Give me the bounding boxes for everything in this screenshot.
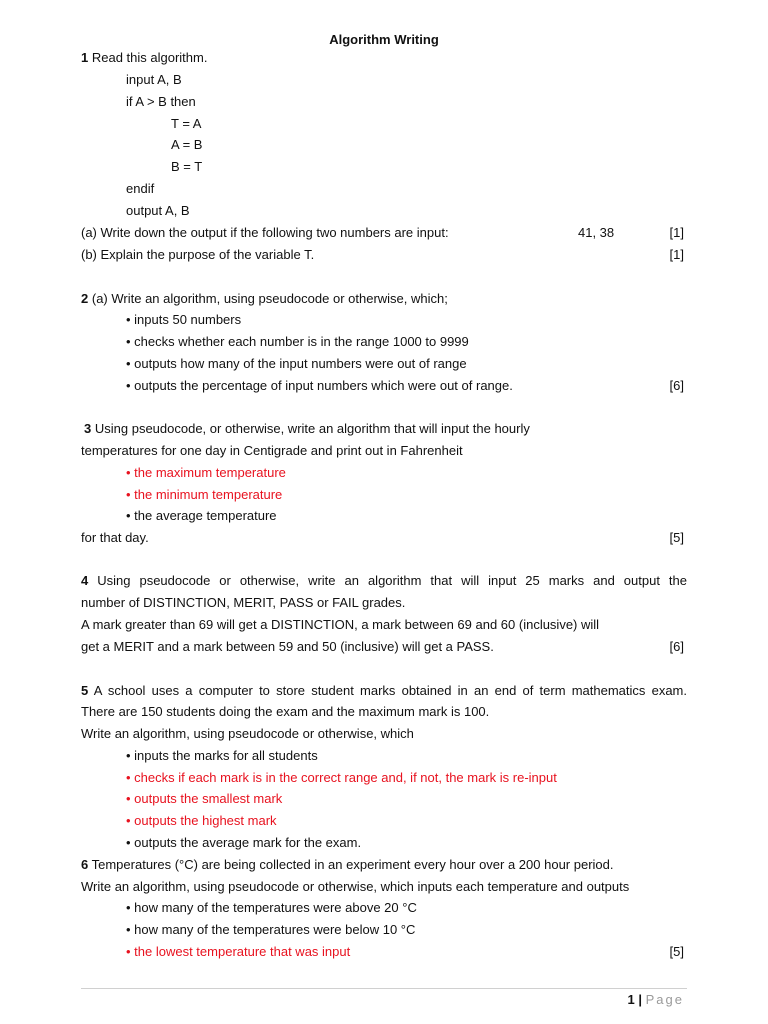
q4-text1: Using pseudocode or otherwise, write an algorithm that will input 25 marks and output the bbox=[97, 573, 687, 588]
q1-code-line: if A > B then bbox=[126, 94, 196, 109]
q5-text1: A school uses a computer to store student marks obtained in an end of term mathematics exam. bbox=[93, 683, 687, 698]
q3-line2: temperatures for one day in Centigrade and print out in Fahrenheit bbox=[81, 443, 463, 458]
page-title: Algorithm Writing bbox=[329, 32, 439, 47]
q1-part-b: (b) Explain the purpose of the variable T. bbox=[81, 247, 315, 262]
q4-line3: A mark greater than 69 will get a DISTINCTION, a mark between 69 and 60 (inclusive) will bbox=[81, 617, 600, 632]
q2-bullet: • checks whether each number is in the range 1000 to 9999 bbox=[126, 334, 469, 349]
q1-code-line: T = A bbox=[171, 116, 202, 131]
q3-number: 3 bbox=[84, 421, 92, 436]
q2-number: 2 bbox=[81, 291, 89, 306]
q1-intro: Read this algorithm. bbox=[91, 50, 208, 65]
footer-separator: | bbox=[638, 992, 642, 1007]
q3-bullet-highlighted: • the minimum temperature bbox=[126, 487, 283, 502]
page-number: 1 bbox=[627, 992, 635, 1007]
q2-bullet: • outputs how many of the input numbers were out of range bbox=[126, 356, 467, 371]
q6-number: 6 bbox=[81, 857, 89, 872]
q2-bullet: • outputs the percentage of input numbers which were out of range. bbox=[126, 378, 513, 393]
q3-closing: for that day. bbox=[81, 530, 149, 545]
q3-text1: Using pseudocode, or otherwise, write an algorithm that will input the hourly bbox=[94, 421, 530, 436]
q1-part-b-marks: [1] bbox=[669, 247, 684, 262]
q5-bullet: • outputs the average mark for the exam. bbox=[126, 835, 362, 850]
q3-line1 bbox=[84, 421, 530, 437]
q1-part-a-values: 41, 38 bbox=[578, 225, 615, 240]
q5-number: 5 bbox=[81, 683, 89, 698]
q6-bullet-highlighted: • the lowest temperature that was input bbox=[126, 944, 351, 959]
q1-number: 1 bbox=[81, 50, 89, 65]
q5-line2: There are 150 students doing the exam and the maximum mark is 100. bbox=[81, 704, 490, 719]
q1-code-line: B = T bbox=[171, 159, 203, 174]
q1-part-a: (a) Write down the output if the following two numbers are input: bbox=[81, 225, 449, 240]
q5-line1 bbox=[81, 683, 687, 699]
q3-marks: [5] bbox=[669, 530, 684, 545]
q5-bullet-highlighted: • outputs the smallest mark bbox=[126, 791, 283, 806]
q5-bullet-highlighted: • checks if each mark is in the correct range and, if not, the mark is re-input bbox=[126, 770, 557, 785]
q1-code-line: A = B bbox=[171, 137, 203, 152]
q3-bullet-highlighted: • the maximum temperature bbox=[126, 465, 286, 480]
q6-bullet: • how many of the temperatures were below 10 °C bbox=[126, 922, 416, 937]
page-footer bbox=[628, 992, 685, 1008]
q5-line3: Write an algorithm, using pseudocode or otherwise, which bbox=[81, 726, 414, 741]
q6-bullet: • how many of the temperatures were above 20 °C bbox=[126, 900, 417, 915]
q1-code-line: input A, B bbox=[126, 72, 182, 87]
q4-line1 bbox=[81, 573, 687, 589]
q6-line1 bbox=[81, 857, 614, 873]
q2-intro-line bbox=[81, 291, 448, 307]
q1-intro-line bbox=[81, 50, 207, 66]
q4-marks: [6] bbox=[669, 639, 684, 654]
page-label: Page bbox=[645, 992, 684, 1007]
q5-bullet: • inputs the marks for all students bbox=[126, 748, 318, 763]
q2-bullet: • inputs 50 numbers bbox=[126, 312, 242, 327]
q2-intro: (a) Write an algorithm, using pseudocode or otherwise, which; bbox=[91, 291, 448, 306]
q5-bullet-highlighted: • outputs the highest mark bbox=[126, 813, 277, 828]
q6-line2: Write an algorithm, using pseudocode or otherwise, which inputs each temperature and outputs bbox=[81, 879, 630, 894]
q1-part-a-marks: [1] bbox=[669, 225, 684, 240]
q4-line4: get a MERIT and a mark between 59 and 50 (inclusive) will get a PASS. bbox=[81, 639, 494, 654]
q4-line2: number of DISTINCTION, MERIT, PASS or FAIL grades. bbox=[81, 595, 406, 610]
q6-text1: Temperatures (°C) are being collected in an experiment every hour over a 200 hour period. bbox=[91, 857, 614, 872]
q1-code-line: endif bbox=[126, 181, 155, 196]
q3-bullet: • the average temperature bbox=[126, 508, 277, 523]
q1-code-line: output A, B bbox=[126, 203, 190, 218]
q2-marks: [6] bbox=[669, 378, 684, 393]
q6-marks: [5] bbox=[669, 944, 684, 959]
footer-divider bbox=[81, 988, 687, 989]
q4-number: 4 bbox=[81, 573, 89, 588]
